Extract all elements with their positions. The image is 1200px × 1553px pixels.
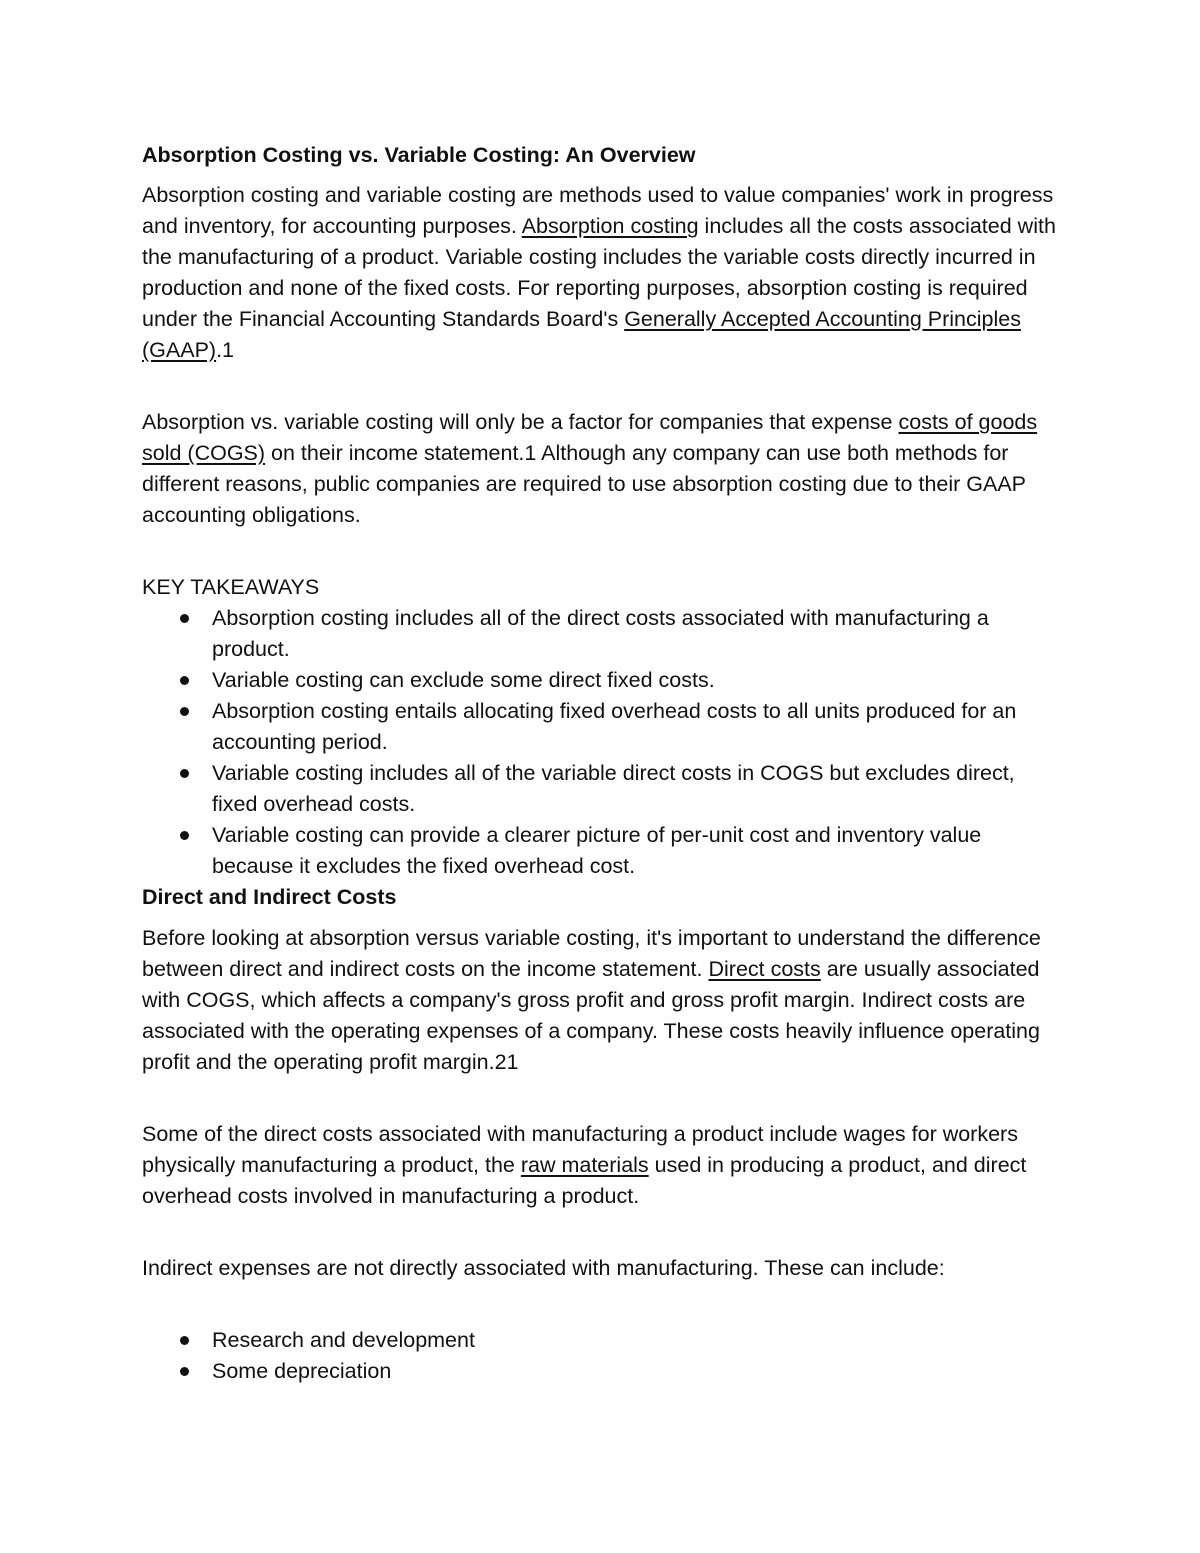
list-item — [142, 1356, 1062, 1387]
direct-indirect-paragraph-2 — [142, 1119, 1062, 1212]
list-item-text: Variable costing can exclude some direct fixed costs. — [212, 668, 715, 692]
text-run: on their income statement.1 Although any company can use both methods for different reasons, public companies are required to use absorption costing due to their GAAP accounting obligations. — [142, 441, 1026, 527]
text-run: Absorption costing and variable costing are methods used to value companies' work in progress and inventory, for accounting purposes. — [142, 183, 1054, 238]
list-item-text: Variable costing includes all of the variable direct costs in COGS but excludes direct, fixed overhead costs. — [212, 761, 1015, 816]
list-item-text: Absorption costing entails allocating fixed overhead costs to all units produced for an accounting period. — [212, 699, 1017, 754]
list-item — [142, 820, 1062, 882]
text-run: .1 — [216, 338, 235, 362]
overview-paragraph-1 — [142, 180, 1062, 366]
text-run: are usually associated with COGS, which affects a company's gross profit and gross profit margin. Indirect costs are associated with the operating expenses of a company. These costs heavily influence operating profit and the operating profit margin.21 — [142, 957, 1040, 1074]
list-item — [142, 758, 1062, 820]
spacer — [142, 366, 1062, 407]
bullet-icon — [180, 831, 189, 840]
spacer — [142, 531, 1062, 572]
text-run: Some of the direct costs associated with manufacturing a product include wages for workers physically manufacturing a product, the — [142, 1122, 1018, 1177]
text-run: Absorption vs. variable costing will only be a factor for companies that expense — [142, 410, 899, 434]
bullet-icon — [180, 614, 189, 623]
bullet-icon — [180, 707, 189, 716]
document-page — [142, 140, 1062, 1387]
list-item-text: Some depreciation — [212, 1359, 392, 1383]
spacer — [142, 1212, 1062, 1253]
bullet-icon — [180, 1367, 189, 1376]
link-gaap[interactable]: Generally Accepted Accounting Principles (GAAP) — [142, 307, 1021, 362]
text-run: includes all the costs associated with the manufacturing of a product. Variable costing includes the variable costs directly incurred in production and none of the fixed costs. For reporting purposes, absorption costing is required under the Financial Accounting Standards Board's — [142, 214, 1056, 331]
list-item-text: Variable costing can provide a clearer picture of per-unit cost and inventory value because it excludes the fixed overhead cost. — [212, 823, 982, 878]
bullet-icon — [180, 676, 189, 685]
list-item-text: Absorption costing includes all of the direct costs associated with manufacturing a product. — [212, 606, 989, 661]
link-cogs[interactable]: costs of goods sold (COGS) — [142, 410, 1038, 465]
bullet-icon — [180, 769, 189, 778]
list-item — [142, 603, 1062, 665]
link-absorption-costing[interactable]: Absorption costing — [521, 214, 699, 238]
spacer — [142, 1078, 1062, 1119]
list-item — [142, 1325, 1062, 1356]
link-raw-materials[interactable]: raw materials — [520, 1153, 649, 1177]
section-title-overview: Absorption Costing vs. Variable Costing: An Overview — [142, 143, 696, 167]
text-run: used in producing a product, and direct overhead costs involved in manufacturing a product. — [142, 1153, 1027, 1208]
indirect-expenses-paragraph: Indirect expenses are not directly associated with manufacturing. These can include: — [142, 1256, 945, 1280]
key-takeaways-label: KEY TAKEAWAYS — [142, 575, 320, 599]
link-direct-costs[interactable]: Direct costs — [708, 957, 821, 981]
list-item — [142, 696, 1062, 758]
list-item-text: Research and development — [212, 1328, 475, 1352]
bullet-icon — [180, 1336, 189, 1345]
text-run: Before looking at absorption versus variable costing, it's important to understand the difference between direct and indirect costs on the income statement. — [142, 926, 1041, 981]
section-title-direct-indirect: Direct and Indirect Costs — [142, 885, 397, 909]
direct-indirect-paragraph-1 — [142, 923, 1062, 1078]
key-takeaways-list — [142, 603, 1062, 882]
list-item — [142, 665, 1062, 696]
indirect-expenses-list — [142, 1325, 1062, 1387]
spacer — [142, 1284, 1062, 1325]
overview-paragraph-2 — [142, 407, 1062, 531]
